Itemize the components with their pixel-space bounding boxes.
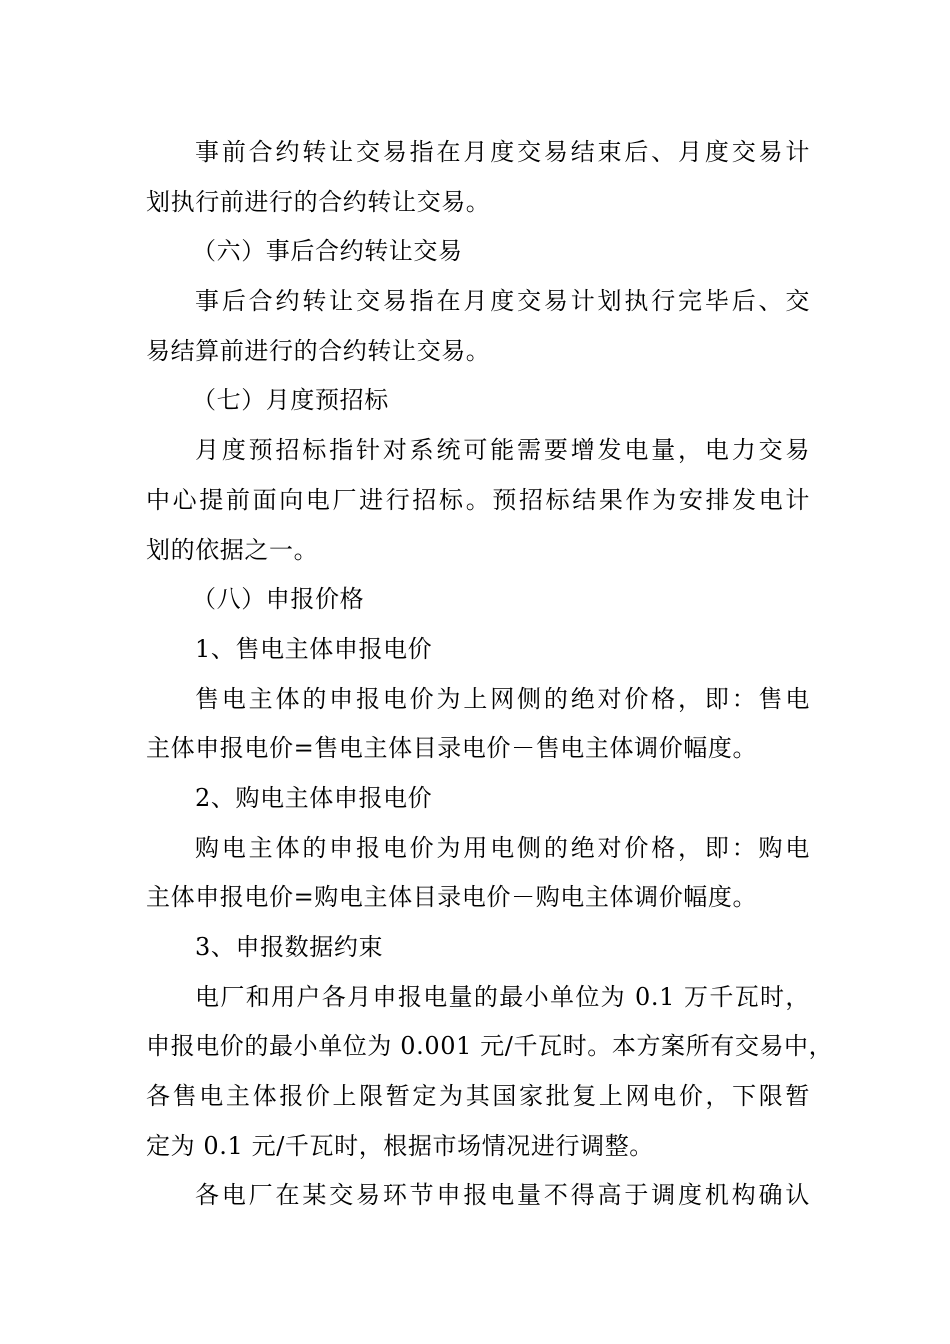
paragraph-line: 主体申报电价=购电主体目录电价－购电主体调价幅度。 (146, 883, 758, 912)
paragraph-line: 各售电主体报价上限暂定为其国家批复上网电价，下限暂 (146, 1082, 810, 1111)
paragraph-line: 各电厂在某交易环节申报电量不得高于调度机构确认 (195, 1181, 810, 1210)
subsection-heading: 3、申报数据约束 (195, 933, 384, 961)
paragraph-line: 购电主体的申报电价为用电侧的绝对价格，即：购电 (195, 833, 810, 862)
paragraph-line: 主体申报电价=售电主体目录电价－售电主体调价幅度。 (146, 734, 758, 763)
paragraph-line: 划执行前进行的合约转让交易。 (146, 187, 491, 216)
paragraph-line: 定为 0.1 元/千瓦时，根据市场情况进行调整。 (146, 1131, 654, 1160)
paragraph-line: 易结算前进行的合约转让交易。 (146, 336, 491, 365)
paragraph-line: 中心提前面向电厂进行招标。预招标结果作为安排发电计 (146, 485, 810, 514)
section-heading: （八）申报价格 (192, 585, 365, 614)
document-page (146, 128, 834, 1221)
paragraph-line: 事前合约转让交易指在月度交易结束后、月度交易计 (195, 138, 810, 166)
section-heading: （七）月度预招标 (192, 386, 389, 415)
subsection-heading: 1、售电主体申报电价 (195, 634, 433, 663)
subsection-heading: 2、购电主体申报电价 (195, 783, 433, 812)
paragraph-line: 划的依据之一。 (146, 535, 319, 564)
section-heading: （六）事后合约转让交易 (192, 237, 463, 266)
paragraph-line: 售电主体的申报电价为上网侧的绝对价格，即：售电 (195, 684, 810, 713)
paragraph-line: 月度预招标指针对系统可能需要增发电量，电力交易 (195, 436, 810, 465)
paragraph-line: 申报电价的最小单位为 0.001 元/千瓦时。本方案所有交易中， (146, 1032, 834, 1061)
paragraph-line: 事后合约转让交易指在月度交易计划执行完毕后、交 (195, 287, 810, 316)
paragraph-line: 电厂和用户各月申报电量的最小单位为 0.1 万千瓦时， (195, 982, 810, 1011)
